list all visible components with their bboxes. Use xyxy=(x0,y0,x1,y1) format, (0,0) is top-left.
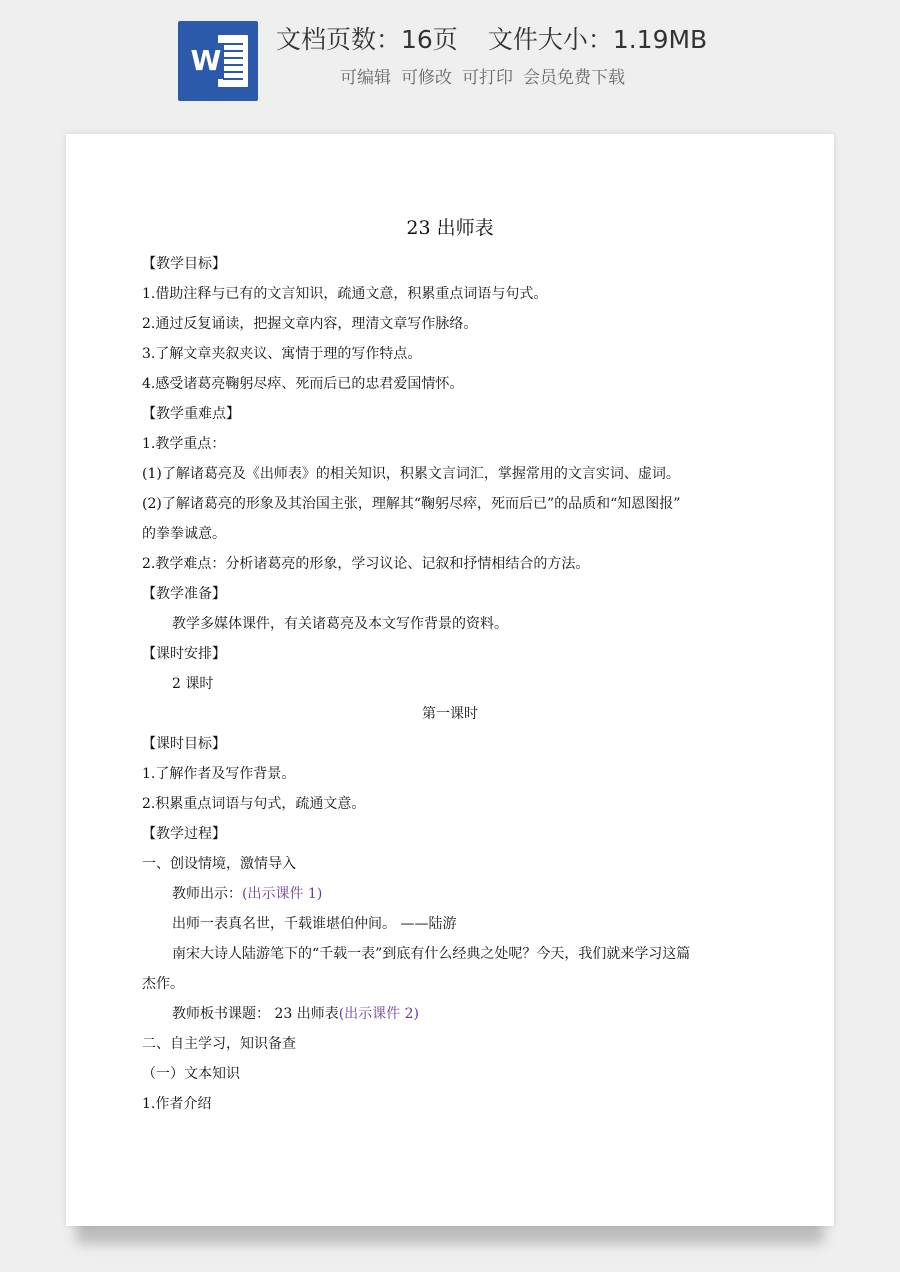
paragraph-line: 2.积累重点词语与句式，疏通文意。 xyxy=(142,796,366,812)
feature-printable: 可打印 xyxy=(462,68,513,88)
paragraph-line: 南宋大诗人陆游笔下的“千载一表”到底有什么经典之处呢？今天，我们就来学习这篇 xyxy=(172,946,691,962)
paragraph-line: 的拳拳诚意。 xyxy=(142,526,226,542)
paragraph-line: 教师出示：(出示课件 1) xyxy=(172,886,323,902)
paragraph-line: 1.教学重点： xyxy=(142,436,226,452)
section-heading: 【教学准备】 xyxy=(142,586,226,602)
courseware-note: (出示课件 1) xyxy=(242,886,323,902)
paragraph-line: 1.了解作者及写作背景。 xyxy=(142,766,296,782)
paragraph-line: 杰作。 xyxy=(142,976,184,992)
feature-member-download: 会员免费下载 xyxy=(523,68,625,88)
paragraph-line: （一）文本知识 xyxy=(142,1066,240,1082)
file-size: 文件大小：1.19MB xyxy=(487,25,708,54)
paragraph-line: 1.作者介绍 xyxy=(142,1096,212,1112)
document-info-header xyxy=(0,0,900,120)
document-stats xyxy=(276,22,707,58)
paragraph-line: 2.教学难点：分析诸葛亮的形象，学习议论、记叙和抒情相结合的方法。 xyxy=(142,556,590,572)
subsection-title: 第一课时 xyxy=(422,706,478,722)
section-heading: 【课时安排】 xyxy=(142,646,226,662)
paragraph-line: 2.通过反复诵读，把握文章内容，理清文章写作脉络。 xyxy=(142,316,478,332)
paragraph-line: 一、创设情境，激情导入 xyxy=(142,856,296,872)
paragraph-line: (2)了解诸葛亮的形象及其治国主张，理解其“鞠躬尽瘁，死而后已”的品质和“知恩图报” xyxy=(142,496,681,512)
paragraph-line: 教学多媒体课件，有关诸葛亮及本文写作背景的资料。 xyxy=(172,616,508,632)
paragraph-line: 教师板书课题： 23 出师表(出示课件 2) xyxy=(172,1006,419,1022)
section-heading: 【教学目标】 xyxy=(142,256,226,272)
section-heading: 【教学过程】 xyxy=(142,826,226,842)
paragraph-line: 2 课时 xyxy=(172,676,214,692)
paragraph-line: (1)了解诸葛亮及《出师表》的相关知识，积累文言词汇，掌握常用的文言实词、虚词。 xyxy=(142,466,680,482)
section-heading: 【教学重难点】 xyxy=(142,406,240,422)
paragraph-line: 1.借助注释与已有的文言知识，疏通文意，积累重点词语与句式。 xyxy=(142,286,548,302)
feature-editable: 可编辑 xyxy=(340,68,391,88)
document-title: 23 出师表 xyxy=(406,217,494,239)
paragraph-line: 3.了解文章夹叙夹议、寓情于理的写作特点。 xyxy=(142,346,422,362)
paragraph-line: 4.感受诸葛亮鞠躬尽瘁、死而后已的忠君爱国情怀。 xyxy=(142,376,464,392)
page-count: 文档页数：16页 xyxy=(276,25,458,54)
feature-modifiable: 可修改 xyxy=(401,68,452,88)
section-heading: 【课时目标】 xyxy=(142,736,226,752)
document-page xyxy=(66,134,834,1226)
courseware-note: (出示课件 2) xyxy=(338,1006,419,1022)
feature-list xyxy=(340,64,625,92)
paragraph-line: 二、自主学习，知识备查 xyxy=(142,1036,296,1052)
quote-line: 出师一表真名世，千载谁堪伯仲间。 ——陆游 xyxy=(172,916,457,932)
word-document-icon: W xyxy=(178,21,258,101)
